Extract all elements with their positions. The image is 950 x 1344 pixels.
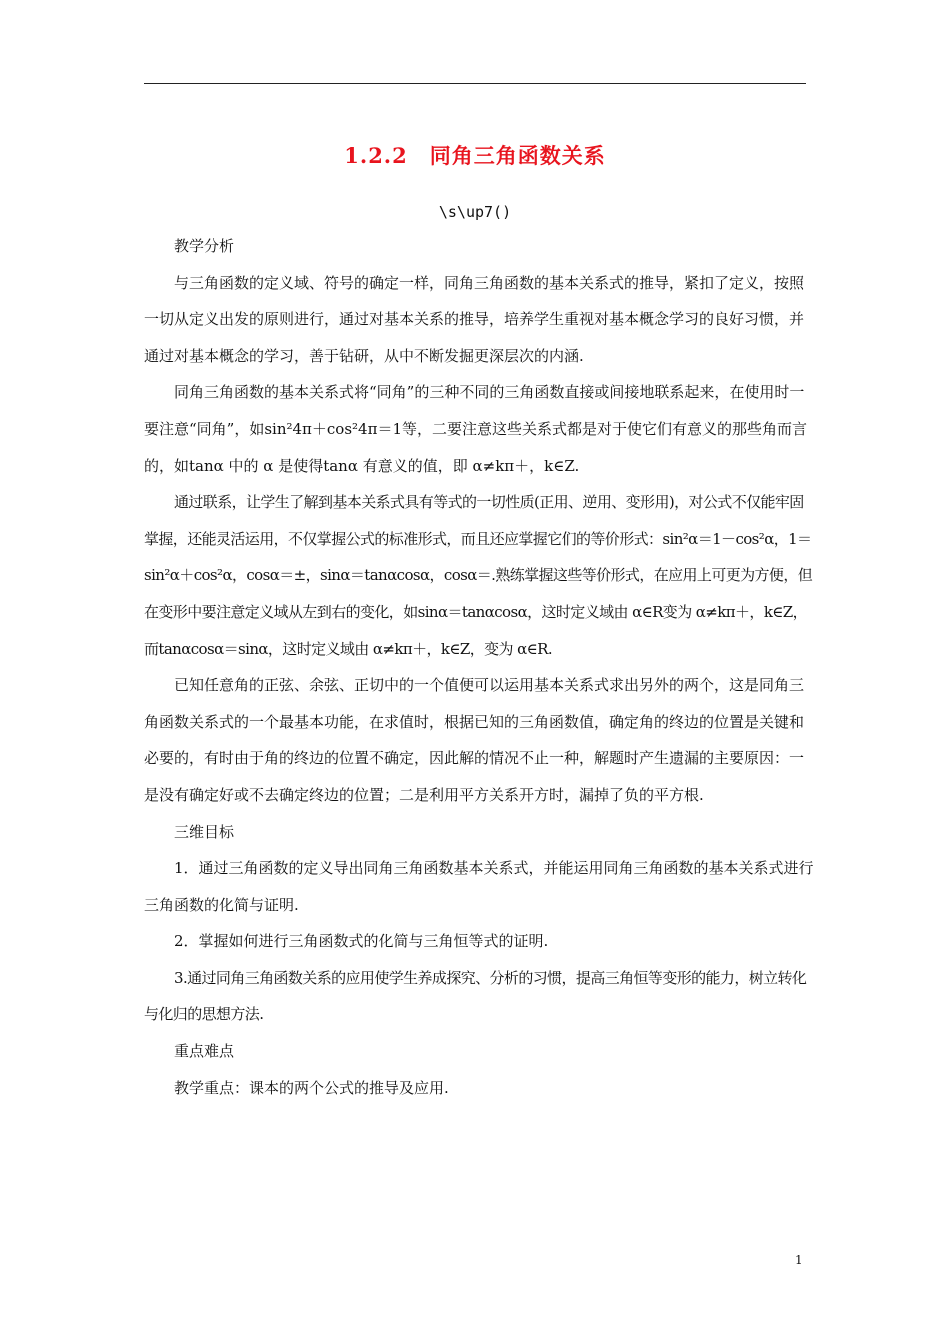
section-heading-objectives: 三维目标 [174,822,235,841]
list-item: 1．通过三角函数的定义导出同角三角函数基本关系式，并能运用同角三角函数的基本关系式进行三角函数的化简与证明. [144,859,814,914]
document-body [144,228,816,1106]
field-code-text: \s\up7() [438,203,512,221]
paragraph: 已知任意角的正弦、余弦、正切中的一个值便可以运用基本关系式求出另外的两个，这是同角三角函数关系式的一个最基本功能，在求值时，根据已知的三角函数值，确定角的终边的位置是关键和必要的，有时由于角的终边的位置不确定，因此解的情况不止一种，解题时产生遗漏的主要原因：一是没有确定好或不去确定终边的位置；二是利用平方关系开方时，漏掉了负的平方根. [144,676,805,804]
header-rule [144,83,806,84]
paragraph: 与三角函数的定义域、符号的确定一样，同角三角函数的基本关系式的推导，紧扣了定义，按照一切从定义出发的原则进行，通过对基本关系的推导，培养学生重视对基本概念学习的良好习惯，并通过对基本概念的学习，善于钻研，从中不断发掘更深层次的内涵. [144,273,805,365]
paragraph: 通过联系，让学生了解到基本关系式具有等式的一切性质(正用、逆用、变形用)，对公式不仅能牢固掌握，还能灵活运用，不仅掌握公式的标准形式，而且还应掌握它们的等价形式：sin²α＝1－cos²α，1＝sin²α＋cos²α，cosα＝±，sinα＝tanαcosα，cosα＝.熟练掌握这些等价形式，在应用上可更为方便，但在变形中要注意定义域从左到右的变化，如sinα＝tanαcosα，这时定义域由 α∈R变为 α≠kπ＋，k∈Z，而tanαcosα＝sinα，这时定义域由 α≠kπ＋，k∈Z，变为 α∈R. [144,493,813,658]
list-item: 2．掌握如何进行三角函数式的化简与三角恒等式的证明. [174,932,549,951]
section-heading-analysis: 教学分析 [174,237,235,255]
paragraph: 教学重点：课本的两个公式的推导及应用. [174,1078,449,1097]
list-item: 3.通过同角三角函数关系的应用使学生养成探究、分析的习惯，提高三角恒等变形的能力，树立转化与化归的思想方法. [144,968,807,1024]
page-number: 1 [795,1253,803,1267]
section-heading-key-points: 重点难点 [174,1042,235,1061]
paragraph: 同角三角函数的基本关系式将“同角”的三种不同的三角函数直接或间接地联系起来，在使用时一要注意“同角”，如sin²4π＋cos²4π＝1等，二要注意这些关系式都是对于使它们有意义的那些角而言的，如tanα 中的 α 是使得tanα 有意义的值，即 α≠kπ＋，k∈Z. [144,383,807,475]
page-title: 1.2.2 同角三角函数关系 [344,143,606,168]
